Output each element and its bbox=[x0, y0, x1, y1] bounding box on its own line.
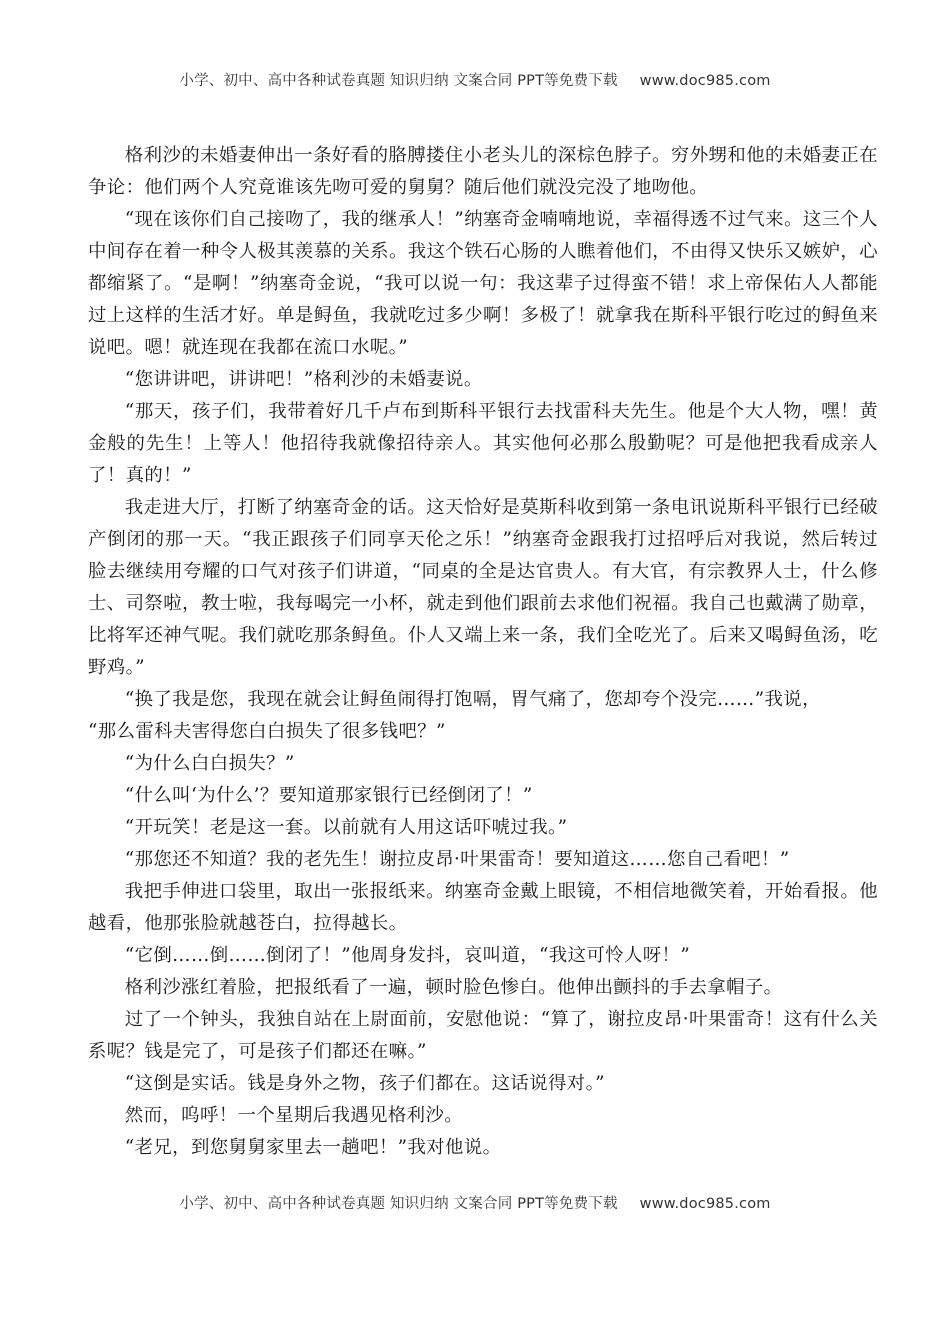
paragraph: 过了一个钟头，我独自站在上尉面前，安慰他说：“算了，谢拉皮昂·叶果雷奇！这有什么关系呢？钱是完了，可是孩子们都还在嘛。” bbox=[88, 1009, 878, 1062]
paragraph: “为什么白白损失？” bbox=[124, 753, 295, 774]
paragraph: 我把手伸进口袋里，取出一张报纸来。纳塞奇金戴上眼镜，不相信地微笑着，开始看报。他越看，他那张脸就越苍白，拉得越长。 bbox=[88, 881, 878, 934]
footer-text: 小学、初中、高中各种试卷真题 知识归纳 文案合同 PPT等免费下载 bbox=[179, 1196, 618, 1212]
paragraph: 格利沙涨红着脸，把报纸看了一遍，顿时脸色惨白。他伸出颤抖的手去拿帽子。 bbox=[124, 977, 783, 998]
paragraph: 格利沙的未婚妻伸出一条好看的胳膊搂住小老头儿的深棕色脖子。穷外甥和他的未婚妻正在争论：他们两个人究竟谁该先吻可爱的舅舅？随后他们就没完没了地吻他。 bbox=[88, 145, 878, 198]
paragraph: “什么叫‘为什么’？要知道那家银行已经倒闭了！” bbox=[124, 785, 533, 806]
page-header bbox=[0, 69, 950, 90]
paragraph: 我走进大厅，打断了纳塞奇金的话。这天恰好是莫斯科收到第一条电讯说斯科平银行已经破产倒闭的那一天。“我正跟孩子们同享天伦之乐！”纳塞奇金跟我打过招呼后对我说，然后转过脸去继续用夸耀的口气对孩子们讲道，“同桌的全是达官贵人。有大官，有宗教界人士，什么修士、司祭啦，教士啦，我每喝完一小杯，就走到他们跟前去求他们祝福。我自己也戴满了勋章，比将军还神气呢。我们就吃那条鲟鱼。仆人又端上来一条，我们全吃光了。后来又喝鲟鱼汤，吃野鸡。” bbox=[88, 497, 878, 678]
paragraph: “这倒是实话。钱是身外之物，孩子们都在。这话说得对。” bbox=[124, 1073, 605, 1094]
paragraph: “那天，孩子们，我带着好几千卢布到斯科平银行去找雷科夫先生。他是个大人物，嘿！黄金般的先生！上等人！他招待我就像招待亲人。其实他何必那么殷勤呢？可是他把我看成亲人了！真的！” bbox=[88, 401, 878, 486]
paragraph: “它倒……倒……倒闭了！”他周身发抖，哀叫道，“我这可怜人呀！” bbox=[124, 945, 691, 966]
paragraph: “换了我是您，我现在就会让鲟鱼闹得打饱嗝，胃气痛了，您却夸个没完……”我说， bbox=[124, 689, 821, 710]
paragraph: “开玩笑！老是这一套。以前就有人用这话吓唬过我。” bbox=[124, 817, 568, 838]
paragraph: “现在该你们自己接吻了，我的继承人！”纳塞奇金喃喃地说，幸福得透不过气来。这三个人中间存在着一种令人极其羡慕的关系。我这个铁石心肠的人瞧着他们，不由得又快乐又嫉妒，心都缩紧了。“是啊！”纳塞奇金说，“我可以说一句：我这辈子过得蛮不错！求上帝保佑人人都能过上这样的生活才好。单是鲟鱼，我就吃过多少啊！多极了！就拿我在斯科平银行吃过的鲟鱼来说吧。嗯！就连现在我都在流口水呢。” bbox=[88, 209, 878, 358]
page-footer bbox=[0, 1192, 950, 1213]
paragraph: “老兄，到您舅舅家里去一趟吧！”我对他说。 bbox=[124, 1137, 502, 1158]
article-body bbox=[88, 140, 878, 1164]
header-url-link[interactable]: www.doc985.com bbox=[639, 73, 771, 89]
paragraph: “您讲讲吧，讲讲吧！”格利沙的未婚妻说。 bbox=[124, 369, 483, 390]
header-text: 小学、初中、高中各种试卷真题 知识归纳 文案合同 PPT等免费下载 bbox=[179, 73, 618, 89]
paragraph: 然而，呜呼！一个星期后我遇见格利沙。 bbox=[124, 1105, 464, 1126]
paragraph-continuation: “那么雷科夫害得您白白损失了很多钱吧？” bbox=[88, 721, 446, 742]
footer-url-link[interactable]: www.doc985.com bbox=[639, 1196, 771, 1212]
paragraph: “那您还不知道？我的老先生！谢拉皮昂·叶果雷奇！要知道这……您自己看吧！” bbox=[124, 849, 790, 870]
